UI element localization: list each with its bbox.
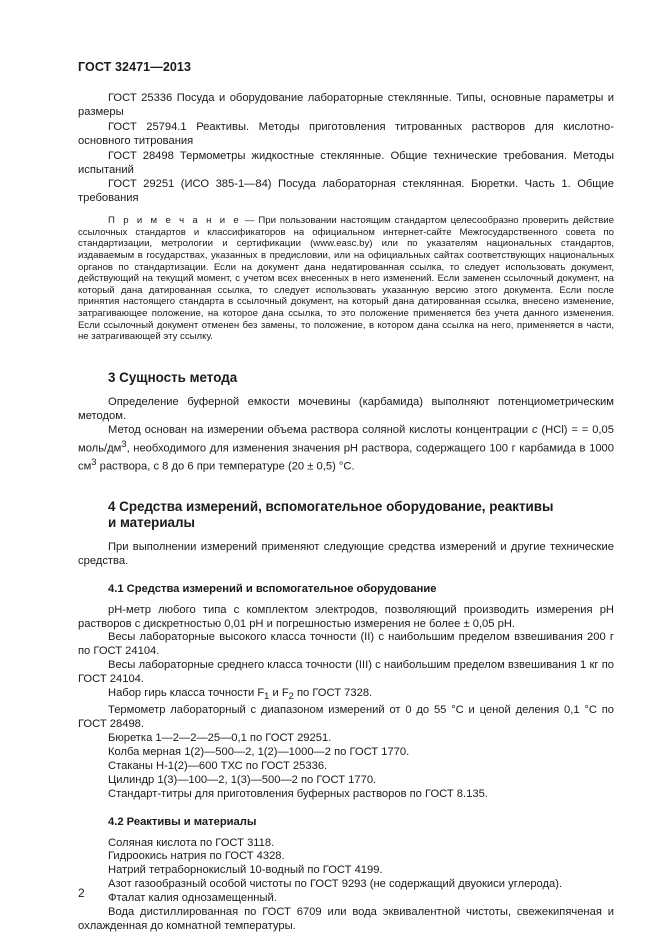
item-borax: Натрий тетраборнокислый 10-водный по ГОСТ 4199. <box>108 864 383 877</box>
reference-gost-25794-1: ГОСТ 25794.1 Реактивы. Методы приготовления титрованных растворов для кислотно-основного титрования <box>78 120 614 147</box>
item-burette: Бюретка 1—2—2—25—0,1 по ГОСТ 29251. <box>108 731 332 744</box>
text-run: раствора, с 8 до 6 при температуре (20 ± 0,5) °С. <box>96 460 355 473</box>
page-number: 2 <box>78 886 85 900</box>
note-label: П р и м е ч а н и е <box>108 215 241 227</box>
section-4-intro: При выполнении измерений применяют следующие средства измерений и другие технические средства. <box>78 540 614 567</box>
item-scales-mid: Весы лабораторные среднего класса точности (III) с наибольшим пределом взвешивания 1 кг по ГОСТ 24104. <box>78 659 614 686</box>
note-text: При пользовании настоящим стандартом целесообразно проверить действие ссылочных стандартов и классификаторов на официальном интернет-сайте Межгосударственного совета по стандартизации, метрологии и сертификации (www.easc.by) или по указателям национальных стандартов, издаваемым в государствах, указанных в предисловии, или на официальных сайтах соответствующих национальных органов по стандартизации. Если на документ дана недатированная ссылка, то следует использовать документ, действующий на текущий момент, с учетом всех внесенных в него изменений. Если заменен ссылочный документ, на который дана датированная ссылка, то следует использовать указанную версию этого документа. Если после принятия настоящего стандарта в ссылочный документ, на который дана датированная ссылка, внесено изменение, затрагивающее положение, на которое дана ссылка, то это положение применяется без учета данного изменения. Если ссылочный документ отменен без замены, то положение, в котором дана ссылка на него, применяется в части, не затрагивающей эту ссылку. <box>78 215 614 343</box>
item-flask: Колба мерная 1(2)—500—2, 1(2)—1000—2 по ГОСТ 1770. <box>108 745 410 758</box>
subsection-4-2-title: 4.2 Реактивы и материалы <box>108 815 257 828</box>
document-body <box>78 92 614 934</box>
item-ph-meter: pH-метр любого типа с комплектом электродов, позволяющий производить измерения pH растворов с дискретностью 0,01 pH и погрешностью измерения не более ± 0,05 pH. <box>78 603 614 630</box>
subsection-4-1-title: 4.1 Средства измерений и вспомогательное оборудование <box>108 582 437 595</box>
item-nitrogen: Азот газообразный особой чистоты по ГОСТ 9293 (не содержащий двуокиси углерода). <box>108 878 563 891</box>
text-run: , необходимого для изменения значения pH раствора, содержащего 100 г карбамида в 1000 см <box>78 442 614 473</box>
reference-gost-28498: ГОСТ 28498 Термометры жидкостные стеклянные. Общие технические требования. Методы испытаний <box>78 149 614 176</box>
subscript: 2 <box>288 691 294 702</box>
superscript: 3 <box>121 438 127 449</box>
reference-gost-29251: ГОСТ 29251 (ИСО 385-1—84) Посуда лабораторная стеклянная. Бюретки. Часть 1. Общие требования <box>78 178 614 205</box>
item-naoh: Гидроокись натрия по ГОСТ 4328. <box>108 850 285 863</box>
item-weights <box>108 687 614 704</box>
text-run: Метод основан на измерении объема раствора соляной кислоты концентрации <box>108 423 532 436</box>
section-3-paragraph-1: Определение буферной емкости мочевины (карбамида) выполняют потенциометрическим методом. <box>78 395 614 422</box>
section-4-title <box>108 499 614 531</box>
section-3-title: 3 Сущность метода <box>108 369 238 385</box>
item-thermometer: Термометр лабораторный с диапазоном измерений от 0 до 55 °С и ценой деления 0,1 °С по ГОСТ 28498. <box>78 704 614 731</box>
item-fixanals: Стандарт-титры для приготовления буферных растворов по ГОСТ 8.135. <box>108 787 488 800</box>
item-hcl: Соляная кислота по ГОСТ 3118. <box>108 836 275 849</box>
text-run: по ГОСТ 7328. <box>293 687 373 700</box>
text-run: (HCl) = = 0,05 моль/дм <box>78 423 614 455</box>
document-code-header: ГОСТ 32471—2013 <box>78 60 192 74</box>
superscript: 3 <box>91 457 97 468</box>
section-4-title-line-2: и материалы <box>108 514 195 530</box>
subscript: 1 <box>264 691 270 702</box>
note-paragraph <box>78 215 614 343</box>
text-run: Набор гирь класса точности F <box>108 687 265 700</box>
item-beakers: Стаканы Н-1(2)—600 ТХС по ГОСТ 25336. <box>108 759 328 772</box>
section-3-paragraph-2 <box>78 424 614 475</box>
item-scales-high: Весы лабораторные высокого класса точности (II) с наибольшим пределом взвешивания 200 г по ГОСТ 24104. <box>78 631 614 658</box>
note-dash: — <box>240 215 259 227</box>
concentration-symbol: c <box>531 423 538 436</box>
item-phthalate: Фталат калия однозамещенный. <box>108 892 277 905</box>
text-run: и F <box>269 687 289 700</box>
item-cylinder: Цилиндр 1(3)—100—2, 1(3)—500—2 по ГОСТ 1770. <box>108 773 377 786</box>
section-4-title-line-1: 4 Средства измерений, вспомогательное оборудование, реактивы <box>108 498 554 514</box>
item-water: Вода дистиллированная по ГОСТ 6709 или вода эквивалентной чистоты, свежекипяченая и охлажденная до комнатной температуры. <box>78 906 614 932</box>
reference-gost-25336: ГОСТ 25336 Посуда и оборудование лабораторные стеклянные. Типы, основные параметры и размеры <box>78 92 614 118</box>
